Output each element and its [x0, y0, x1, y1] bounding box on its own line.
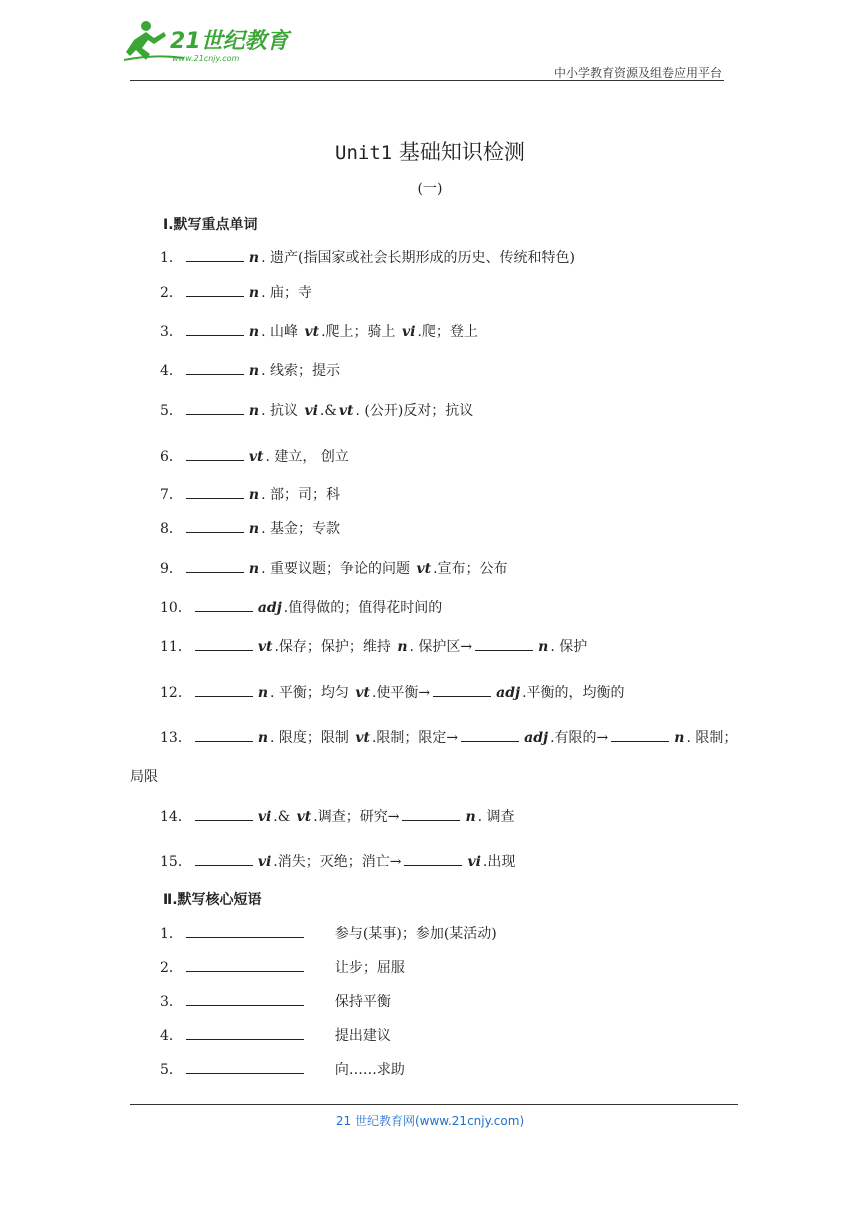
answer-blank[interactable] — [186, 1059, 304, 1074]
definition-text: . 遗产(指国家或社会长期形成的历史、传统和特色) — [261, 250, 575, 266]
part-of-speech: n — [248, 521, 260, 537]
item-number: 15． — [160, 854, 192, 870]
phrase-item — [160, 991, 391, 1012]
definition-text: . 山峰 — [261, 324, 303, 340]
answer-blank[interactable] — [195, 851, 253, 866]
part-of-speech: n — [248, 285, 260, 301]
answer-blank[interactable] — [195, 636, 253, 651]
answer-blank[interactable] — [186, 518, 244, 533]
part-of-speech: vt — [416, 561, 432, 577]
definition-text: . 限度；限制 — [270, 730, 354, 746]
footer-divider — [130, 1104, 738, 1105]
definition-text: . 抗议 — [261, 403, 303, 419]
definition-text: .爬；登上 — [417, 324, 478, 340]
footer-link[interactable]: 21 世纪教育网(www.21cnjy.com) — [335, 1114, 525, 1128]
definition-text: . 重要议题；争论的问题 — [261, 561, 415, 577]
word-item — [160, 282, 312, 303]
part-of-speech: vi — [304, 403, 318, 419]
section-heading-phrases: Ⅱ.默写核心短语 — [163, 892, 262, 908]
phrase-meaning: 向……求助 — [334, 1062, 405, 1078]
part-of-speech: n — [257, 685, 269, 701]
item-number: 10． — [160, 600, 192, 616]
answer-blank[interactable] — [186, 360, 244, 375]
word-item — [160, 558, 508, 579]
answer-blank[interactable] — [186, 282, 244, 297]
part-of-speech: vt — [296, 809, 312, 825]
part-of-speech: vt — [338, 403, 354, 419]
definition-text: .出现 — [482, 854, 516, 870]
answer-blank[interactable] — [195, 806, 253, 821]
part-of-speech: n — [248, 250, 260, 266]
page-title — [0, 136, 860, 166]
part-of-speech: n — [248, 487, 260, 503]
answer-blank[interactable] — [186, 923, 304, 938]
item-number: 3． — [160, 994, 183, 1010]
item-number: 6． — [160, 449, 183, 465]
word-item — [160, 597, 442, 618]
part-of-speech: adj — [257, 600, 282, 616]
part-of-speech: n — [257, 730, 269, 746]
item-number: 9． — [160, 561, 183, 577]
word-item — [160, 806, 515, 827]
answer-blank[interactable] — [402, 806, 460, 821]
answer-blank[interactable] — [195, 727, 253, 742]
site-logo — [124, 18, 294, 66]
answer-blank[interactable] — [186, 957, 304, 972]
item-number: 1． — [160, 250, 183, 266]
section-heading-words: Ⅰ.默写重点单词 — [163, 217, 258, 233]
logo-text: 21世纪教育 — [170, 29, 289, 54]
header-divider — [130, 80, 724, 81]
answer-blank[interactable] — [186, 558, 244, 573]
definition-text: .& — [319, 403, 337, 419]
definition-text: . 庙；寺 — [261, 285, 313, 301]
item-number: 3． — [160, 324, 183, 340]
definition-text: .使平衡→ — [371, 685, 431, 701]
item-number: 1． — [160, 926, 183, 942]
definition-text: . 建立， 创立 — [265, 449, 349, 465]
item-number: 7． — [160, 487, 183, 503]
word-item — [160, 360, 340, 381]
phrase-item — [160, 1059, 405, 1080]
part-of-speech: n — [465, 809, 476, 825]
answer-blank[interactable] — [195, 682, 253, 697]
phrase-item — [160, 1025, 391, 1046]
item-number: 2． — [160, 960, 183, 976]
word-item — [160, 851, 515, 872]
word-item — [160, 682, 625, 703]
answer-blank[interactable] — [475, 636, 533, 651]
item-number: 12． — [160, 685, 192, 701]
phrase-item — [160, 923, 497, 944]
phrase-item — [160, 957, 405, 978]
site-description: 中小学教育资源及组卷应用平台 — [553, 66, 722, 80]
definition-text: . 部；司；科 — [261, 487, 341, 503]
definition-text: .限制；限定→ — [371, 730, 459, 746]
definition-text: .宣布；公布 — [433, 561, 508, 577]
phrase-meaning: 保持平衡 — [334, 994, 391, 1010]
definition-text: .爬上；骑上 — [321, 324, 400, 340]
part-of-speech: vi — [257, 854, 272, 870]
answer-blank[interactable] — [404, 851, 462, 866]
item-number: 8． — [160, 521, 183, 537]
phrase-meaning: 参与(某事)；参加(某活动) — [334, 926, 497, 942]
word-item — [160, 518, 340, 539]
part-of-speech: n — [248, 561, 260, 577]
item-13-continuation: 局限 — [130, 769, 158, 785]
title-unit: Unit1 — [335, 142, 393, 164]
answer-blank[interactable] — [186, 247, 244, 262]
part-of-speech: n — [397, 639, 408, 655]
runner-logo-icon — [124, 18, 294, 66]
word-item — [160, 321, 478, 342]
phrase-meaning: 提出建议 — [334, 1028, 391, 1044]
answer-blank[interactable] — [611, 727, 669, 742]
answer-blank[interactable] — [433, 682, 491, 697]
answer-blank[interactable] — [186, 400, 244, 415]
definition-text: .有限的→ — [550, 730, 609, 746]
definition-text: .调查；研究→ — [313, 809, 400, 825]
part-of-speech: n — [538, 639, 549, 655]
definition-text: . 平衡；均匀 — [270, 685, 354, 701]
answer-blank[interactable] — [195, 597, 253, 612]
definition-text: .保存；保护；维持 — [274, 639, 396, 655]
item-number: 4． — [160, 363, 183, 379]
definition-text: . 调查 — [477, 809, 515, 825]
answer-blank[interactable] — [186, 321, 244, 336]
definition-text: . 基金；专款 — [261, 521, 341, 537]
answer-blank[interactable] — [186, 446, 244, 461]
part-of-speech: vt — [248, 449, 264, 465]
part-of-speech: vi — [401, 324, 416, 340]
definition-text: .消失；灭绝；消亡→ — [273, 854, 402, 870]
phrase-meaning: 让步；屈服 — [334, 960, 405, 976]
part-of-speech: adj — [524, 730, 549, 746]
word-item — [160, 484, 340, 505]
word-item — [160, 247, 575, 268]
item-number: 4． — [160, 1028, 183, 1044]
part-of-speech: vt — [355, 730, 370, 746]
part-of-speech: n — [248, 324, 260, 340]
definition-text: .& — [273, 809, 295, 825]
item-number: 13． — [160, 730, 192, 746]
page-subtitle: (一) — [417, 181, 443, 197]
answer-blank[interactable] — [186, 484, 244, 499]
definition-text: .平衡的，均衡的 — [522, 685, 625, 701]
part-of-speech: vt — [304, 324, 320, 340]
word-item — [160, 400, 473, 421]
part-of-speech: n — [248, 403, 260, 419]
item-number: 11． — [160, 639, 192, 655]
item-number: 2． — [160, 285, 183, 301]
part-of-speech: vt — [257, 639, 273, 655]
item-number: 5． — [160, 403, 183, 419]
word-item — [160, 636, 587, 657]
word-item — [160, 446, 349, 467]
answer-blank[interactable] — [186, 991, 304, 1006]
answer-blank[interactable] — [461, 727, 519, 742]
part-of-speech: n — [674, 730, 685, 746]
part-of-speech: n — [248, 363, 260, 379]
answer-blank[interactable] — [186, 1025, 304, 1040]
part-of-speech: vi — [257, 809, 272, 825]
item-number: 5． — [160, 1062, 183, 1078]
item-number: 14． — [160, 809, 192, 825]
word-item — [160, 727, 737, 748]
definition-text: . (公开)反对；抗议 — [355, 403, 474, 419]
part-of-speech: adj — [496, 685, 521, 701]
definition-text: . 保护区→ — [409, 639, 473, 655]
title-text: 基础知识检测 — [392, 140, 525, 164]
part-of-speech: vt — [355, 685, 370, 701]
definition-text: . 线索；提示 — [261, 363, 341, 379]
logo-url: www.21cnjy.com — [172, 54, 240, 63]
definition-text: .值得做的；值得花时间的 — [283, 600, 443, 616]
definition-text: . 限制； — [686, 730, 738, 746]
definition-text: . 保护 — [550, 639, 588, 655]
part-of-speech: vi — [467, 854, 481, 870]
